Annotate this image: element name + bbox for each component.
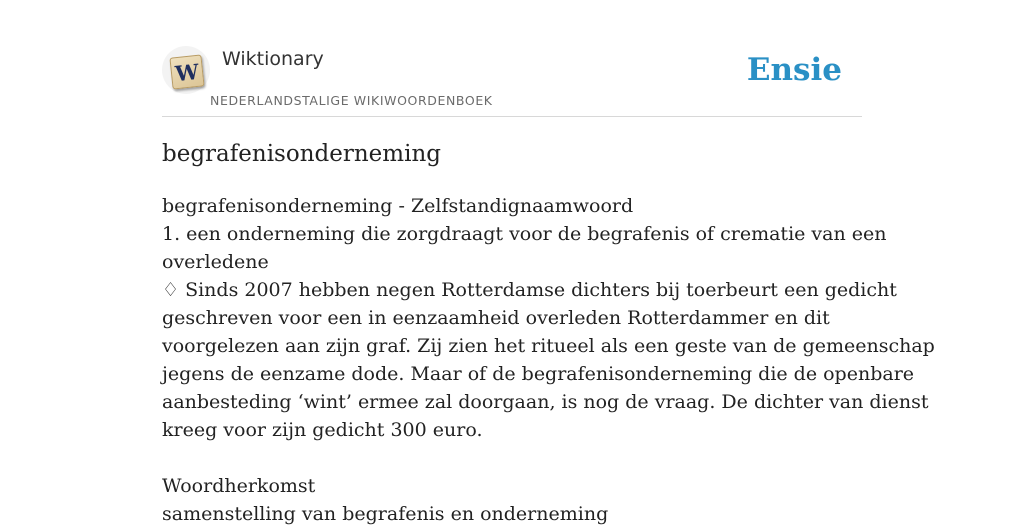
- wiktionary-logo[interactable]: [162, 46, 210, 94]
- logo-letter: W: [173, 58, 201, 86]
- definition-line: 1. een onderneming die zorgdraagt voor de begrafenis of crematie van een: [162, 223, 887, 245]
- entry-content: [162, 192, 935, 528]
- example-line: aanbesteding ‘wint’ ermee zal doorgaan, is nog de vraag. De dichter van dienst: [162, 391, 929, 413]
- etymology-heading: Woordherkomst: [162, 475, 316, 497]
- example-line: kreeg voor zijn gedicht 300 euro.: [162, 419, 483, 441]
- example-line: jegens de eenzame dode. Maar of de begrafenisonderneming die de openbare: [162, 363, 915, 385]
- example-line: geschreven voor een in eenzaamheid overleden Rotterdammer en dit: [162, 307, 830, 329]
- site-subtitle: NEDERLANDSTALIGE WIKIWOORDENBOEK: [210, 93, 493, 108]
- entry-heading-line: begrafenisonderneming - Zelfstandignaamwoord: [162, 195, 634, 217]
- etymology-text: samenstelling van begrafenis en onderneming: [162, 503, 609, 525]
- example-line: ♢ Sinds 2007 hebben negen Rotterdamse dichters bij toerbeurt een gedicht: [162, 279, 897, 301]
- site-header: [162, 44, 862, 117]
- ensie-brand-link[interactable]: Ensie: [746, 52, 842, 88]
- wiktionary-tile-icon: [169, 54, 204, 89]
- definition-line: overledene: [162, 251, 269, 273]
- paragraph-spacer: [162, 444, 862, 472]
- site-name[interactable]: Wiktionary: [222, 48, 324, 70]
- example-line: voorgelezen aan zijn graf. Zij zien het ritueel als een geste van de gemeenschap: [162, 335, 935, 357]
- page-title: begrafenisonderneming: [162, 141, 441, 167]
